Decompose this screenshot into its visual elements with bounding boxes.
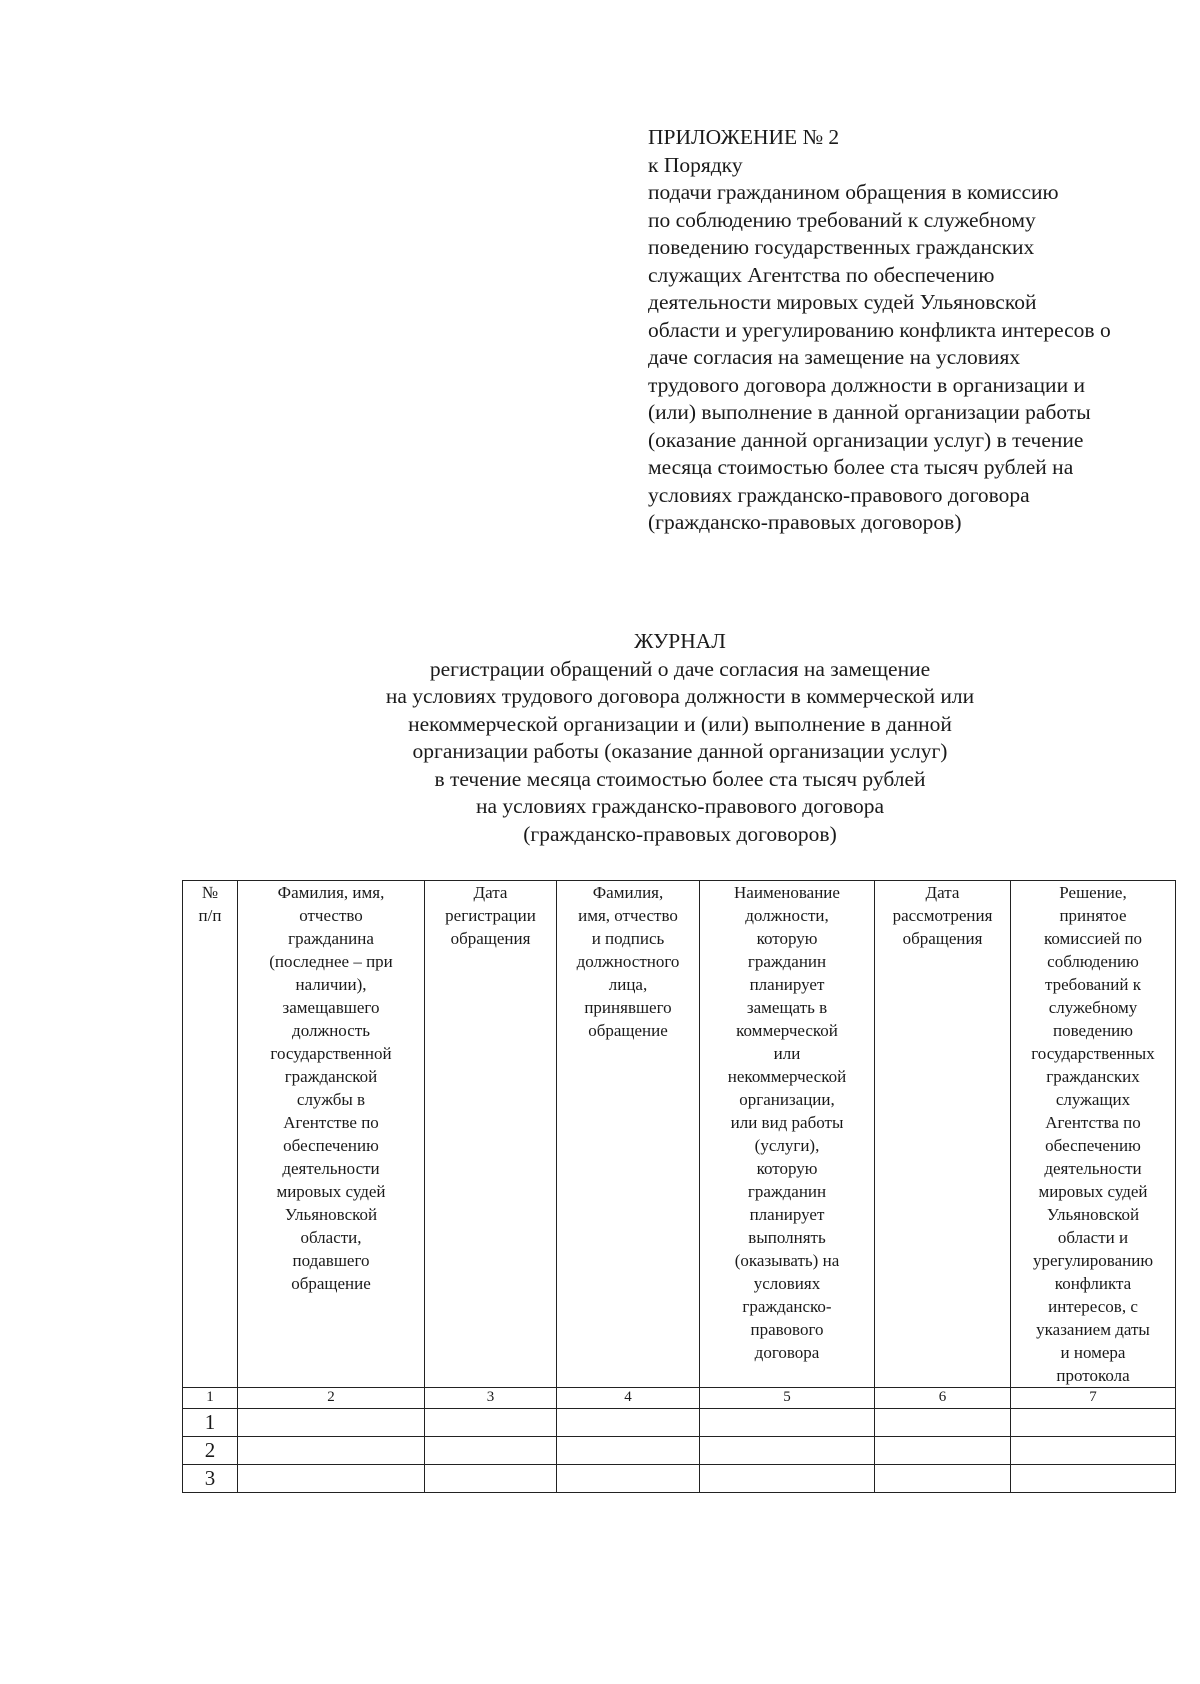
column-number: 6 [875,1388,1011,1409]
header-line: рассмотрения [892,906,993,925]
table-cell [557,1409,700,1437]
journal-heading [180,628,1180,848]
header-line: которую [756,1159,818,1178]
header-line: и подпись [591,929,665,948]
header-line: (последнее – при [269,952,393,971]
header-line: отчество [299,906,363,925]
appendix-line: (или) выполнение в данной организации работы [648,400,1091,424]
header-line: лица, [608,975,648,994]
header-line: коммерческой [736,1021,838,1040]
table-cell [1011,1465,1176,1493]
table-row [183,1465,1176,1493]
appendix-title: ПРИЛОЖЕНИЕ № 2 [648,125,840,149]
table-cell [557,1465,700,1493]
header-line: и номера [1060,1343,1126,1362]
header-line: (услуги), [754,1136,820,1155]
header-line: обеспечению [283,1136,379,1155]
header-line: планирует [749,975,825,994]
header-line: государственных [1031,1044,1155,1063]
table-cell [425,1409,557,1437]
appendix-line: области и урегулированию конфликта интересов о [648,317,1111,342]
header-line: должность [292,1021,370,1040]
table-cell [1011,1409,1176,1437]
appendix-line: служащих Агентства по обеспечению [648,262,995,287]
journal-subtitle-line: (гражданско-правовых договоров) [523,821,837,846]
header-registration-date [425,881,557,1388]
header-line: принявшего [584,998,672,1017]
header-line: или [773,1044,801,1063]
header-line: Фамилия, имя, [277,883,385,902]
header-line: комиссией по [1043,929,1143,948]
header-line: подавшего [292,1251,370,1270]
header-line: государственной [270,1044,392,1063]
header-line: обеспечению [1045,1136,1141,1155]
header-line: организации, [739,1090,835,1109]
header-review-date [875,881,1011,1388]
appendix-line: трудового договора должности в организации и [648,372,1085,397]
header-line: п/п [198,906,222,925]
header-line: имя, отчество [578,906,678,925]
table-cell [700,1409,875,1437]
header-line: области, [300,1228,362,1247]
header-line: Агентства по [1045,1113,1141,1132]
table-row [183,1437,1176,1465]
header-line: протокола [1056,1366,1130,1385]
column-number: 1 [183,1388,238,1409]
table-cell [700,1465,875,1493]
header-line: обращение [291,1274,371,1293]
header-line: гражданско- [742,1297,832,1316]
header-line: Дата [473,883,508,902]
table-cell [557,1437,700,1465]
header-line: урегулированию [1032,1251,1154,1270]
header-line: требований к [1045,975,1141,994]
header-line: служащих [1055,1090,1131,1109]
table-cell [238,1409,425,1437]
header-line: деятельности [1044,1159,1142,1178]
header-commission-decision [1011,881,1176,1388]
column-number: 2 [238,1388,425,1409]
table-cell [700,1437,875,1465]
header-line: деятельности [282,1159,380,1178]
appendix-line: к Порядку [648,152,743,177]
journal-subtitle-line: некоммерческой организации и (или) выполнение в данной [408,711,952,736]
header-line: должностного [576,952,680,971]
header-line: (оказывать) на [734,1251,840,1270]
header-line: выполнять [748,1228,826,1247]
journal-subtitle-line: организации работы (оказание данной организации услуг) [412,739,948,763]
journal-subtitle-line: на условиях трудового договора должности в коммерческой или [385,684,975,708]
header-line: № [201,883,219,902]
header-line: соблюдению [1047,952,1139,971]
registration-table [182,880,1176,1493]
header-line: гражданской [284,1067,378,1086]
header-line: или вид работы [730,1113,844,1132]
header-line: некоммерческой [727,1067,847,1086]
header-line: планирует [749,1205,825,1224]
appendix-line: (оказание данной организации услуг) в течение [648,427,1084,452]
header-line: Фамилия, [592,883,664,902]
table-cell [425,1465,557,1493]
header-line: интересов, с [1048,1297,1138,1316]
appendix-line: даче согласия на замещение на условиях [648,345,1021,369]
appendix-line: месяца стоимостью более ста тысяч рублей на [648,455,1074,479]
appendix-line: по соблюдению требований к служебному [648,207,1036,232]
table-cell [425,1437,557,1465]
header-line: гражданин [747,952,827,971]
appendix-line: (гражданско-правовых договоров) [648,510,962,534]
header-line: правового [750,1320,824,1339]
header-line: Ульяновской [1046,1205,1140,1224]
header-line: мировых судей [1038,1182,1148,1201]
header-line: Решение, [1059,883,1127,902]
journal-subtitle-line: на условиях гражданско-правового договора [475,794,885,818]
journal-subtitle-line: регистрации обращений о даче согласия на замещение [429,656,931,681]
table-cell [238,1437,425,1465]
header-line: указанием даты [1036,1320,1150,1339]
header-citizen-name [238,881,425,1388]
column-number-row [183,1388,1176,1409]
header-line: договора [754,1343,820,1362]
header-line: условиях [753,1274,821,1293]
table-cell [1011,1437,1176,1465]
appendix-line: подачи гражданином обращения в комиссию [648,180,1059,204]
header-line: обращения [902,929,983,948]
header-line: мировых судей [276,1182,386,1201]
table-cell [238,1465,425,1493]
row-number: 2 [183,1437,238,1465]
header-line: служебному [1048,998,1138,1017]
column-number: 4 [557,1388,700,1409]
header-line: наличии), [295,975,367,994]
header-line: поведению [1053,1021,1133,1040]
column-number: 7 [1011,1388,1176,1409]
journal-title: ЖУРНАЛ [634,629,726,653]
header-line: Наименование [734,883,840,902]
column-number: 5 [700,1388,875,1409]
header-line: Дата [925,883,960,902]
row-number: 3 [183,1465,238,1493]
header-position-name [700,881,875,1388]
appendix-line: деятельности мировых судей Ульяновской [648,290,1037,314]
header-number [183,881,238,1388]
column-number: 3 [425,1388,557,1409]
appendix-line: условиях гражданско-правового договора [648,482,1030,507]
table-cell [875,1409,1011,1437]
appendix-header [648,124,1188,537]
header-line: Ульяновской [284,1205,378,1224]
header-official-name [557,881,700,1388]
header-line: гражданских [1046,1067,1140,1086]
row-number: 1 [183,1409,238,1437]
header-line: принятое [1059,906,1127,925]
header-line: которую [756,929,818,948]
header-line: области и [1057,1228,1129,1247]
header-line: замещавшего [282,998,380,1017]
header-line: должности, [745,906,829,925]
header-line: обращения [450,929,531,948]
header-line: гражданин [747,1182,827,1201]
header-line: службы в [296,1090,366,1109]
header-line: обращение [588,1021,668,1040]
table-header-row [183,881,1176,1388]
table-row [183,1409,1176,1437]
header-line: замещать в [746,998,828,1017]
header-line: Агентстве по [283,1113,379,1132]
header-line: гражданина [288,929,374,948]
table-cell [875,1437,1011,1465]
table-cell [875,1465,1011,1493]
journal-subtitle-line: в течение месяца стоимостью более ста тысяч рублей [434,766,926,791]
header-line: регистрации [445,906,536,925]
header-line: конфликта [1054,1274,1132,1293]
appendix-line: поведению государственных гражданских [648,235,1035,259]
